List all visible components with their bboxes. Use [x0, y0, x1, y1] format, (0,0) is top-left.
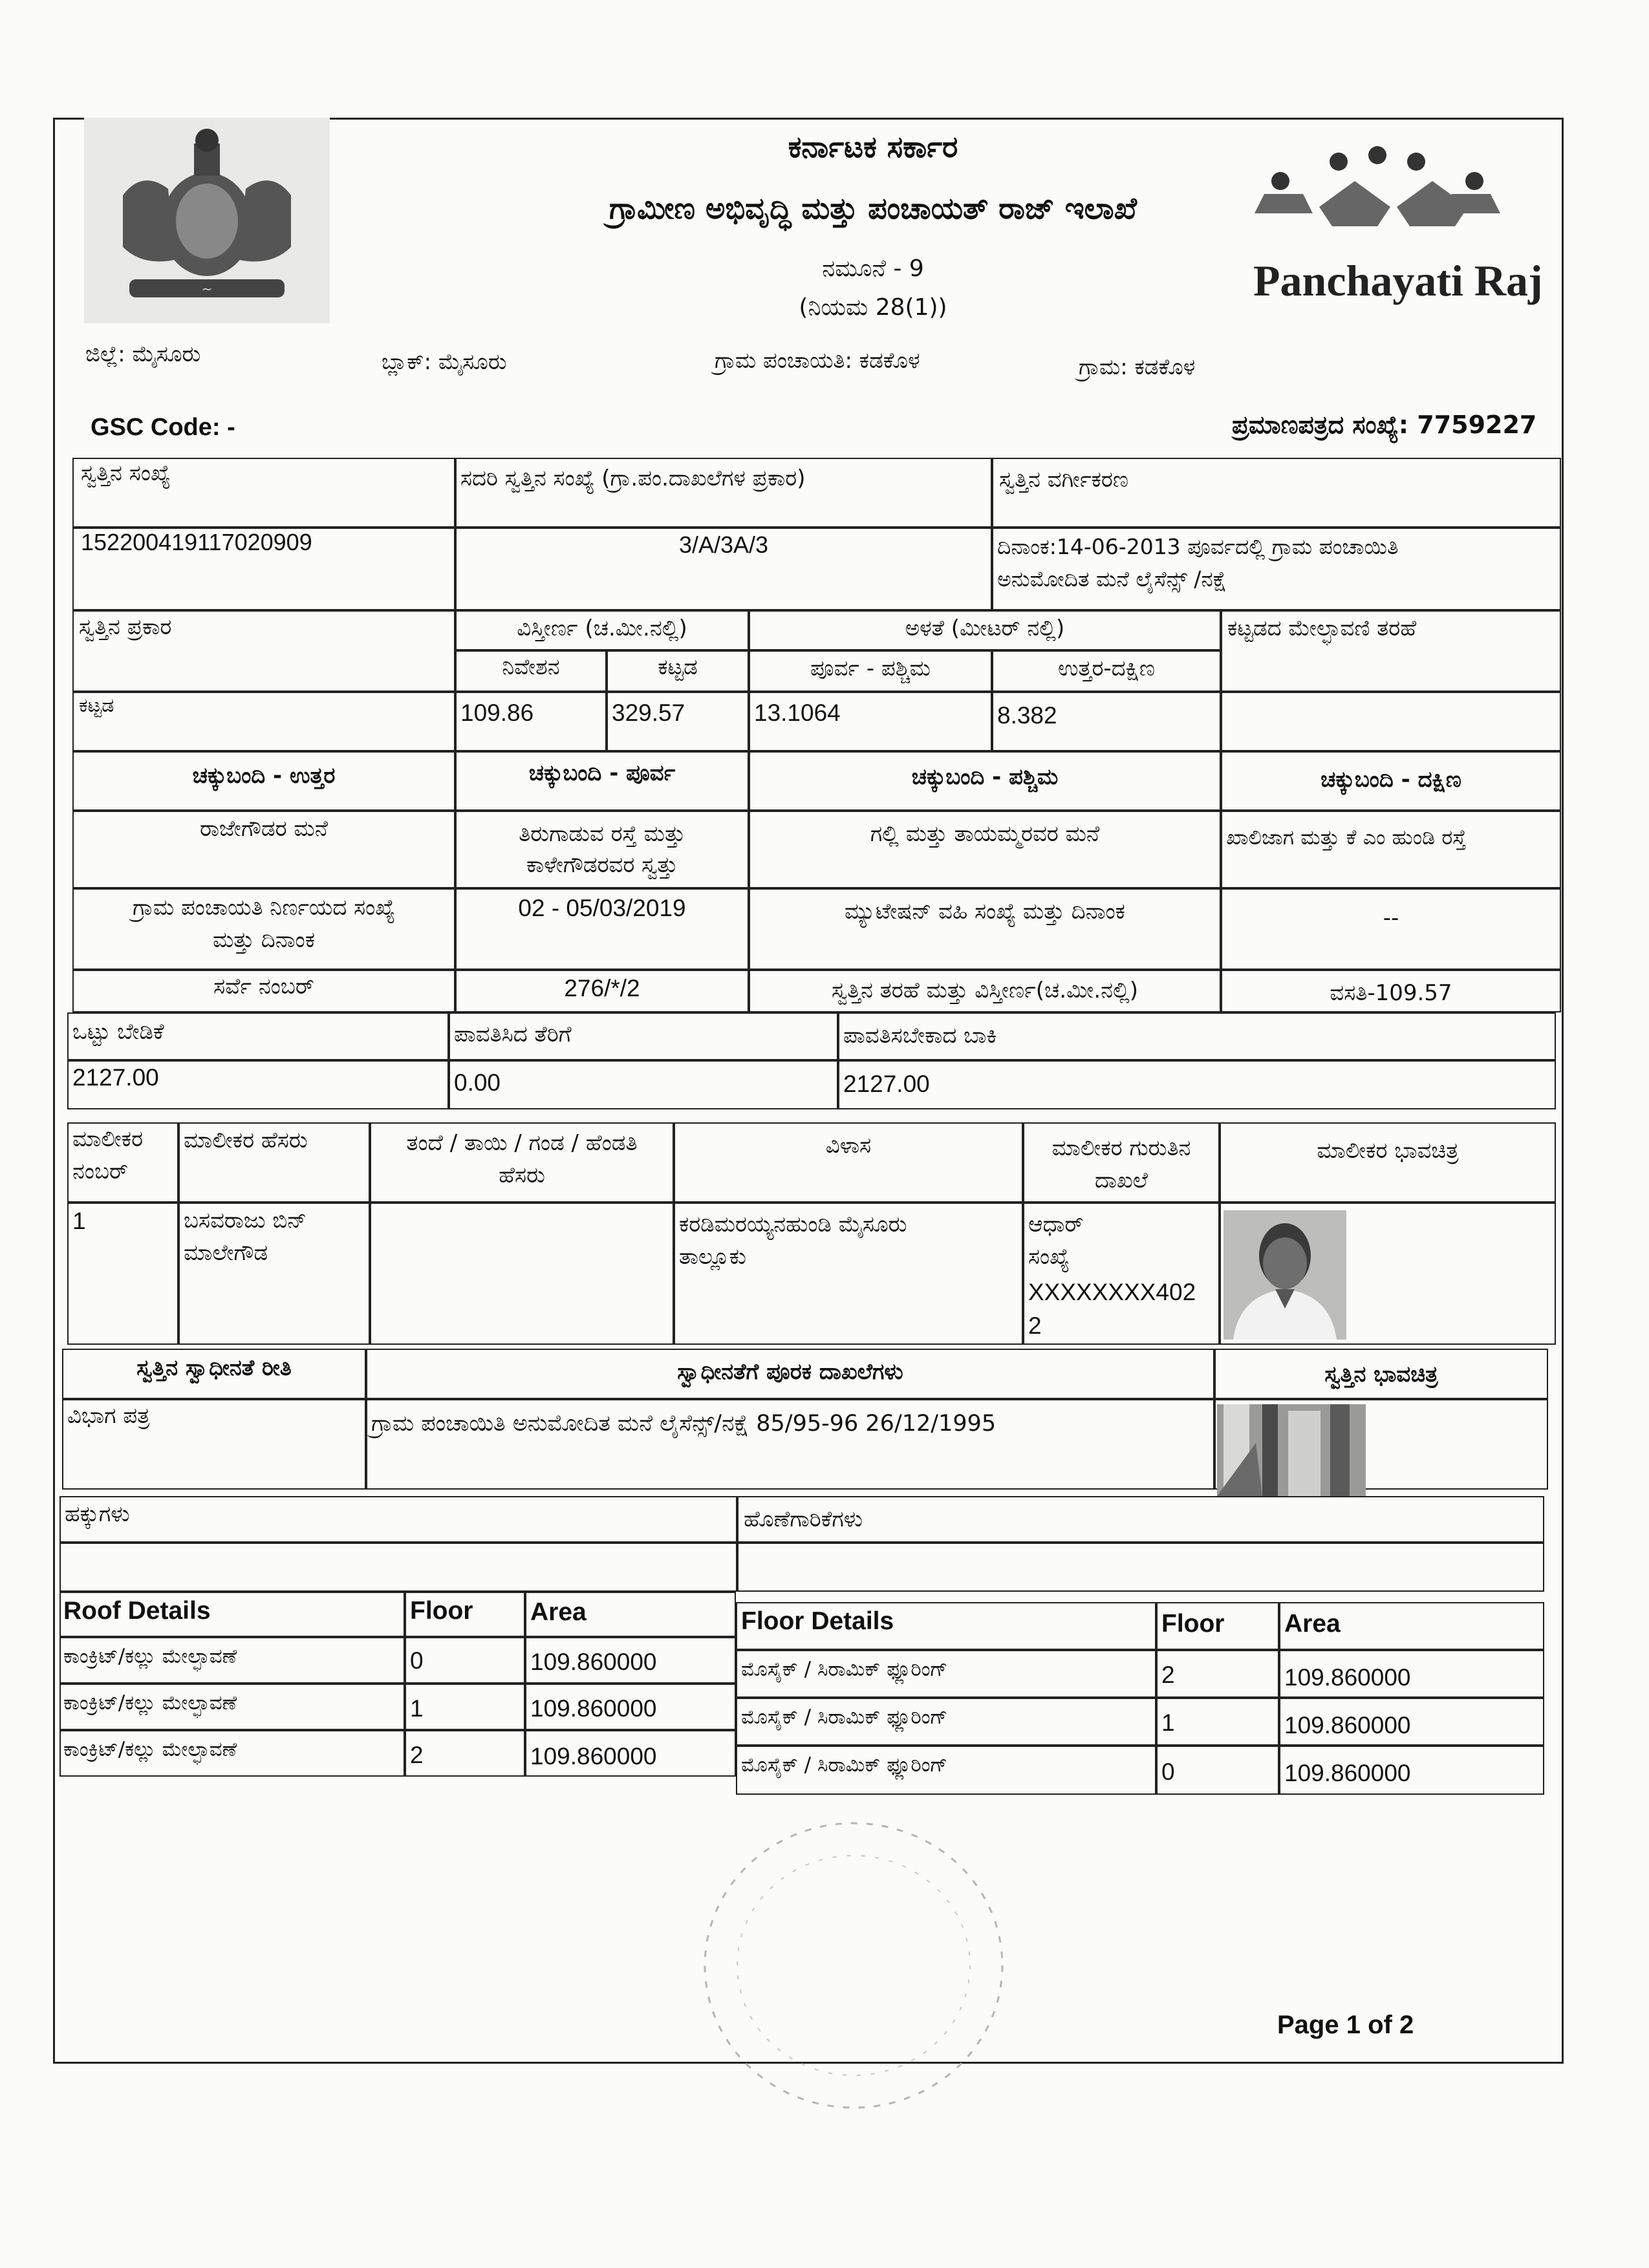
property-id-label: ಸ್ವತ್ತಿನ ಸಂಖ್ಯೆ: [81, 460, 171, 486]
building-value: 329.57: [612, 700, 685, 726]
seal-icon: [673, 1797, 1035, 2134]
village: ಗ್ರಾಮ: ಕಡಕೊಳ: [1079, 354, 1196, 380]
classification-value-1: ದಿನಾಂಕ:14-06-2013 ಪೂರ್ವದಲ್ಲಿ ಗ್ರಾಮ ಪಂಚಾಯಿತಿ: [997, 534, 1399, 559]
rule-text: (ನಿಯಮ 28(1)): [799, 294, 947, 321]
floor-floor-label: Floor: [1161, 1610, 1225, 1638]
paid-label: ಪಾವತಿಸಿದ ತೆರಿಗೆ: [454, 1022, 572, 1047]
east-value-2: ಕಾಳೇಗೌಡರವರ ಸ್ವತ್ತು: [526, 852, 678, 878]
id-doc-value-1: ಆಧಾರ್: [1028, 1212, 1084, 1237]
owner-no-label-1: ಮಾಲೀಕರ: [72, 1126, 144, 1152]
resolution-label-1: ಗ್ರಾಮ ಪಂಚಾಯತಿ ನಿರ್ಣಯದ ಸಂಖ್ಯೆ: [132, 895, 396, 921]
ns-label: ಉತ್ತರ-ದಕ್ಷಿಣ: [1058, 656, 1155, 681]
nature-label: ಸ್ವತ್ತಿನ ತರಹೆ ಮತ್ತು ವಿಸ್ತೀರ್ಣ(ಚ.ಮೀ.ನಲ್ಲಿ): [831, 978, 1138, 1003]
panchayati-raj-logo: [1242, 136, 1543, 323]
roof-type: ಕಾಂಕ್ರಿಟ್/ಕಲ್ಲು ಮೇಲ್ಛಾವಣೆ: [63, 1691, 237, 1715]
rights-label: ಹಕ್ಕುಗಳು: [65, 1501, 130, 1527]
relation-label-2: ಹೆಸರು: [499, 1162, 545, 1188]
roof-floor-label: Floor: [410, 1597, 473, 1625]
owner-name-label: ಮಾಲೀಕರ ಹೆಸರು: [184, 1128, 308, 1153]
address-label: ವಿಳಾಸ: [825, 1133, 872, 1159]
floor-floor: 1: [1161, 1709, 1175, 1736]
site-label: ನಿವೇಶನ: [502, 654, 560, 680]
roof-type-label: ಕಟ್ಟಡದ ಮೇಲ್ಛಾವಣಿ ತರಹೆ: [1227, 615, 1417, 641]
resolution-label-2: ಮತ್ತು ದಿನಾಂಕ: [212, 927, 316, 953]
south-value: ಖಾಲಿಜಾಗ ಮತ್ತು ಕೆ ಎಂ ಹುಂಡಿ ರಸ್ತೆ: [1226, 825, 1467, 850]
department-title: ಗ್ರಾಮೀಣ ಅಭಿವೃದ್ಧಿ ಮತ್ತು ಪಂಚಾಯತ್ ರಾಜ್ ಇಲಾಖೆ: [609, 191, 1137, 226]
floor-floor: 0: [1161, 1759, 1175, 1785]
building-icon: [1217, 1404, 1366, 1496]
sadari-value: 3/A/3A/3: [678, 531, 769, 558]
east-value-1: ತಿರುಗಾಡುವ ರಸ್ತೆ ಮತ್ತು: [519, 821, 685, 847]
cell: [59, 1543, 737, 1592]
roof-area: 109.860000: [530, 1649, 657, 1675]
floor-floor: 2: [1161, 1662, 1175, 1688]
demand-value: 2127.00: [72, 1064, 159, 1091]
acquisition-docs-label: ಸ್ವಾಧೀನತೆಗೆ ಪೂರಕ ದಾಖಲೆಗಳು: [677, 1359, 903, 1385]
classification-value-2: ಅನುಮೋದಿತ ಮನೆ ಲೈಸೆನ್ಸ್ /ನಕ್ಷೆ: [997, 566, 1227, 592]
south-label: ಚಕ್ಕುಬಂದಿ - ದಕ್ಷಿಣ: [1320, 767, 1461, 793]
survey-value: 276/*/2: [564, 975, 640, 1001]
mutation-label: ಮ್ಯುಟೇಷನ್ ವಹಿ ಸಂಖ್ಯೆ ಮತ್ತು ದಿನಾಂಕ: [845, 899, 1125, 925]
owner-no-value: 1: [72, 1208, 86, 1234]
ew-value: 13.1064: [754, 700, 841, 726]
survey-label: ಸರ್ವೆ ನಂಬರ್: [213, 974, 314, 1000]
west-label: ಚಕ್ಕುಬಂದಿ - ಪಶ್ಚಿಮ: [911, 764, 1059, 790]
cell: [59, 1496, 737, 1543]
id-doc-value-4: 2: [1028, 1312, 1042, 1339]
roof-floor: 2: [410, 1742, 424, 1768]
area-label: ವಿಸ್ತೀರ್ಣ (ಚ.ಮೀ.ನಲ್ಲಿ): [517, 615, 687, 641]
property-photo-label: ಸ್ವತ್ತಿನ ಭಾವಚಿತ್ರ: [1324, 1362, 1438, 1387]
roof-area: 109.860000: [530, 1695, 657, 1722]
mutation-value: --: [1383, 905, 1399, 931]
address-value-2: ತಾಲ್ಲೂಕು: [679, 1244, 746, 1270]
building-label: ಕಟ್ಟಡ: [658, 654, 698, 680]
roof-area: 109.860000: [530, 1743, 657, 1770]
id-doc-label-2: ದಾಖಲೆ: [1094, 1168, 1148, 1193]
cell: [72, 692, 455, 751]
sadari-label: ಸದರಿ ಸ್ವತ್ತಿನ ಸಂಖ್ಯೆ (ಗ್ರಾ.ಪಂ.ದಾಖಲೆಗಳ ಪ್ರಕಾರ): [460, 465, 806, 491]
government-title: ಕರ್ನಾಟಕ ಸರ್ಕಾರ: [788, 129, 958, 164]
liabilities-label: ಹೊಣೆಗಾರಿಕೆಗಳು: [744, 1506, 863, 1532]
address-value-1: ಕರಡಿಮರಯ್ಯನಹುಂಡಿ ಮೈಸೂರು: [679, 1212, 907, 1237]
north-value: ರಾಜೇಗೌಡರ ಮನೆ: [199, 816, 329, 842]
floor-type: ಮೊಸೈಕ್ / ಸಿರಾಮಿಕ್ ಫ್ಲೂರಿಂಗ್: [741, 1706, 948, 1729]
id-doc-label-1: ಮಾಲೀಕರ ಗುರುತಿನ: [1051, 1135, 1191, 1161]
owner-name-value-1: ಬಸವರಾಜು ಬಿನ್: [184, 1208, 307, 1234]
cell: [370, 1203, 674, 1345]
paid-value: 0.00: [454, 1069, 501, 1096]
resolution-value: 02 - 05/03/2019: [518, 895, 686, 921]
svg-text:~: ~: [201, 281, 213, 297]
property-id-value: 152200419117020909: [81, 529, 312, 555]
acquisition-method-value: ವಿಭಾಗ ಪತ್ರ: [67, 1403, 150, 1429]
gram-panchayat: ಗ್ರಾಮ ಪಂಚಾಯತಿ: ಕಡಕೊಳ: [715, 348, 920, 374]
gsc-code: GSC Code: -: [91, 414, 235, 441]
floor-type: ಮೊಸೈಕ್ / ಸಿರಾಮಿಕ್ ಫ್ಲೂರಿಂಗ್: [741, 1658, 948, 1681]
official-stamp: [673, 1797, 1035, 2134]
state-emblem: [84, 118, 330, 323]
owner-photo-label: ಮಾಲೀಕರ ಭಾವಚಿತ್ರ: [1317, 1138, 1459, 1164]
dimension-label: ಅಳತೆ (ಮೀಟರ್ ನಲ್ಲಿ): [905, 615, 1065, 641]
page-number: Page 1 of 2: [1277, 2011, 1414, 2039]
acquisition-docs-value: ಗ್ರಾಮ ಪಂಚಾಯಿತಿ ಅನುಮೋದಿತ ಮನೆ ಲೈಸೆನ್ಸ್/ನಕ್ಷೆ 85/95-96 26/12/1995: [371, 1411, 997, 1437]
ns-value: 8.382: [997, 702, 1057, 729]
owner-no-label-2: ನಂಬರ್: [72, 1159, 128, 1184]
demand-label: ಒಟ್ಟು ಬೇಡಿಕೆ: [72, 1019, 164, 1045]
type-value: ಕಟ್ಟಡ: [79, 694, 114, 717]
relation-label-1: ತಂದೆ / ತಾಯಿ / ಗಂಡ / ಹೆಂಡತಿ: [406, 1130, 638, 1156]
floor-area-label: Area: [1284, 1610, 1341, 1638]
roof-floor: 0: [410, 1647, 424, 1674]
east-label: ಚಕ್ಕುಬಂದಿ - ಪೂರ್ವ: [528, 760, 676, 786]
owner-photo: [1223, 1210, 1346, 1340]
type-label: ಸ್ವತ್ತಿನ ಪ್ರಕಾರ: [79, 614, 172, 640]
site-value: 109.86: [460, 700, 534, 726]
floor-details-title: Floor Details: [741, 1607, 894, 1635]
north-label: ಚಕ್ಕುಬಂದಿ - ಉತ್ತರ: [192, 763, 336, 789]
roof-type: ಕಾಂಕ್ರಿಟ್/ಕಲ್ಲು ಮೇಲ್ಛಾವಣೆ: [63, 1738, 237, 1761]
person-icon: [1223, 1210, 1346, 1340]
acquisition-method-label: ಸ್ವತ್ತಿನ ಸ್ವಾಧೀನತೆ ರೀತಿ: [136, 1355, 292, 1381]
west-value: ಗಲ್ಲಿ ಮತ್ತು ತಾಯಮ್ಮರವರ ಮನೆ: [870, 821, 1100, 847]
cell: [1221, 692, 1561, 751]
id-doc-value-3: XXXXXXXX402: [1028, 1279, 1196, 1305]
roof-details-title: Roof Details: [63, 1597, 211, 1625]
cell: [449, 1060, 838, 1109]
classification-label: ಸ್ವತ್ತಿನ ವರ್ಗೀಕರಣ: [999, 467, 1128, 493]
cell: [737, 1543, 1544, 1592]
balance-label: ಪಾವತಿಸಬೇಕಾದ ಬಾಕಿ: [843, 1023, 997, 1049]
cell: [838, 1060, 1556, 1109]
certificate-number: ಪ್ರಮಾಣಪತ್ರದ ಸಂಖ್ಯೆ: 7759227: [1232, 411, 1537, 439]
ew-label: ಪೂರ್ವ - ಪಶ್ಚಿಮ: [810, 656, 931, 681]
id-doc-value-2: ಸಂಖ್ಯೆ: [1028, 1244, 1070, 1270]
nature-value: ವಸತಿ-109.57: [1330, 980, 1452, 1006]
floor-type: ಮೊಸೈಕ್ / ಸಿರಾಮಿಕ್ ಫ್ಲೂರಿಂಗ್: [741, 1753, 948, 1777]
roof-type: ಕಾಂಕ್ರಿಟ್/ಕಲ್ಲು ಮೇಲ್ಛಾವಣೆ: [63, 1645, 237, 1668]
floor-area: 109.860000: [1284, 1760, 1411, 1786]
block: ಬ್ಲಾಕ್: ಮೈಸೂರು: [382, 349, 507, 375]
balance-value: 2127.00: [843, 1071, 930, 1097]
roof-area-label: Area: [530, 1598, 587, 1626]
property-photo: [1217, 1404, 1366, 1496]
floor-area: 109.860000: [1284, 1712, 1411, 1738]
roof-floor: 1: [410, 1695, 424, 1722]
district: ಜಿಲ್ಲೆ: ಮೈಸೂರು: [85, 341, 201, 367]
brand-name: Panchayati Raj: [1253, 256, 1543, 305]
owner-name-value-2: ಮಾಲೇಗೌಡ: [184, 1240, 268, 1266]
emblem-icon: [84, 118, 330, 323]
form-name: ನಮೂನೆ - 9: [822, 255, 924, 282]
floor-area: 109.860000: [1284, 1664, 1411, 1691]
